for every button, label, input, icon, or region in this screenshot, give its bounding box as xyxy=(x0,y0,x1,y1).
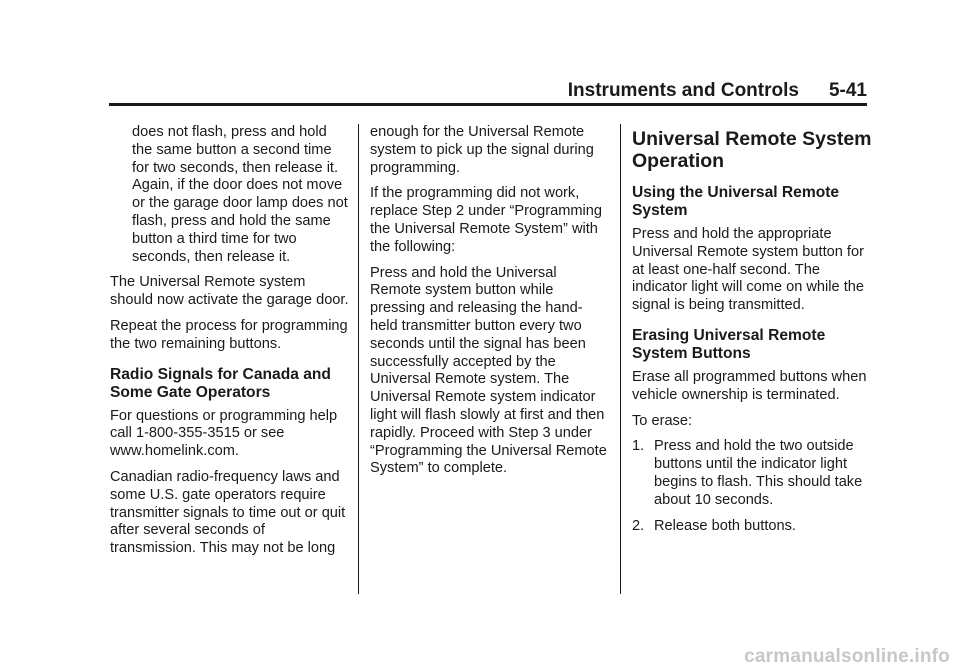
heading-radio-signals: Radio Signals for Canada and Some Gate Operators xyxy=(110,365,331,401)
section-title: Instruments and Controls xyxy=(567,80,799,101)
step-text: Press and hold the two outside buttons until the indicator light begins to flash. This should take about 10 seconds. xyxy=(654,438,863,508)
paragraph: Repeat the process for programming the two remaining buttons. xyxy=(110,317,348,352)
column-divider xyxy=(620,124,621,594)
step-number: 2. xyxy=(632,517,645,534)
paragraph: enough for the Universal Remote system to pick up the signal during programming. xyxy=(370,124,594,176)
heading-using-universal-remote: Using the Universal Remote System xyxy=(632,184,840,219)
paragraph: The Universal Remote system should now activate the garage door. xyxy=(110,274,349,309)
paragraph: If the programming did not work, replace Step 2 under “Programming the Universal Remote System” with the following: xyxy=(370,185,602,255)
paragraph: For questions or programming help call 1-800-355-3515 or see www.homelink.com. xyxy=(110,407,338,460)
paragraph: To erase: xyxy=(632,412,693,429)
paragraph: Canadian radio-frequency laws and some U.S. gate operators require transmitter signals to time out or quit after several seconds of transmission. This may not be long xyxy=(110,468,346,557)
continued-step-text: does not flash, press and hold the same button a second time for two seconds, then release it. Again, if the door does not move or the garage door lamp does not flash, press and hold the same button a third time for two seconds, then release it. xyxy=(132,124,348,265)
heading-universal-remote-operation: Universal Remote System Operation xyxy=(632,128,872,172)
step-number: 1. xyxy=(632,438,645,455)
paragraph: Erase all programmed buttons when vehicle ownership is terminated. xyxy=(632,368,867,403)
column-divider xyxy=(358,124,359,594)
paragraph: Press and hold the appropriate Universal Remote system button for at least one-half second. The indicator light will come on while the signal is being transmitted. xyxy=(632,226,864,314)
page-number: 5-41 xyxy=(828,80,867,101)
list-item xyxy=(632,518,872,536)
step-text: Release both buttons. xyxy=(654,517,796,534)
watermark: carmanualsonline.info xyxy=(744,646,950,667)
page-header xyxy=(109,80,867,104)
list-item xyxy=(632,438,872,509)
column-2 xyxy=(370,124,610,486)
heading-erasing-buttons: Erasing Universal Remote System Buttons xyxy=(632,326,826,362)
header-rule xyxy=(109,103,867,106)
paragraph: Press and hold the Universal Remote system button while pressing and releasing the hand-held transmitter button every two seconds until the signal has been successfully accepted by the Universal Remote system. The Universal Remote system indicator light will flash slowly at first and then rapidly. Proceed with Step 3 under “Programming the Universal Remote System” to complete. xyxy=(370,264,607,477)
column-1 xyxy=(110,124,350,566)
column-3 xyxy=(632,124,872,543)
